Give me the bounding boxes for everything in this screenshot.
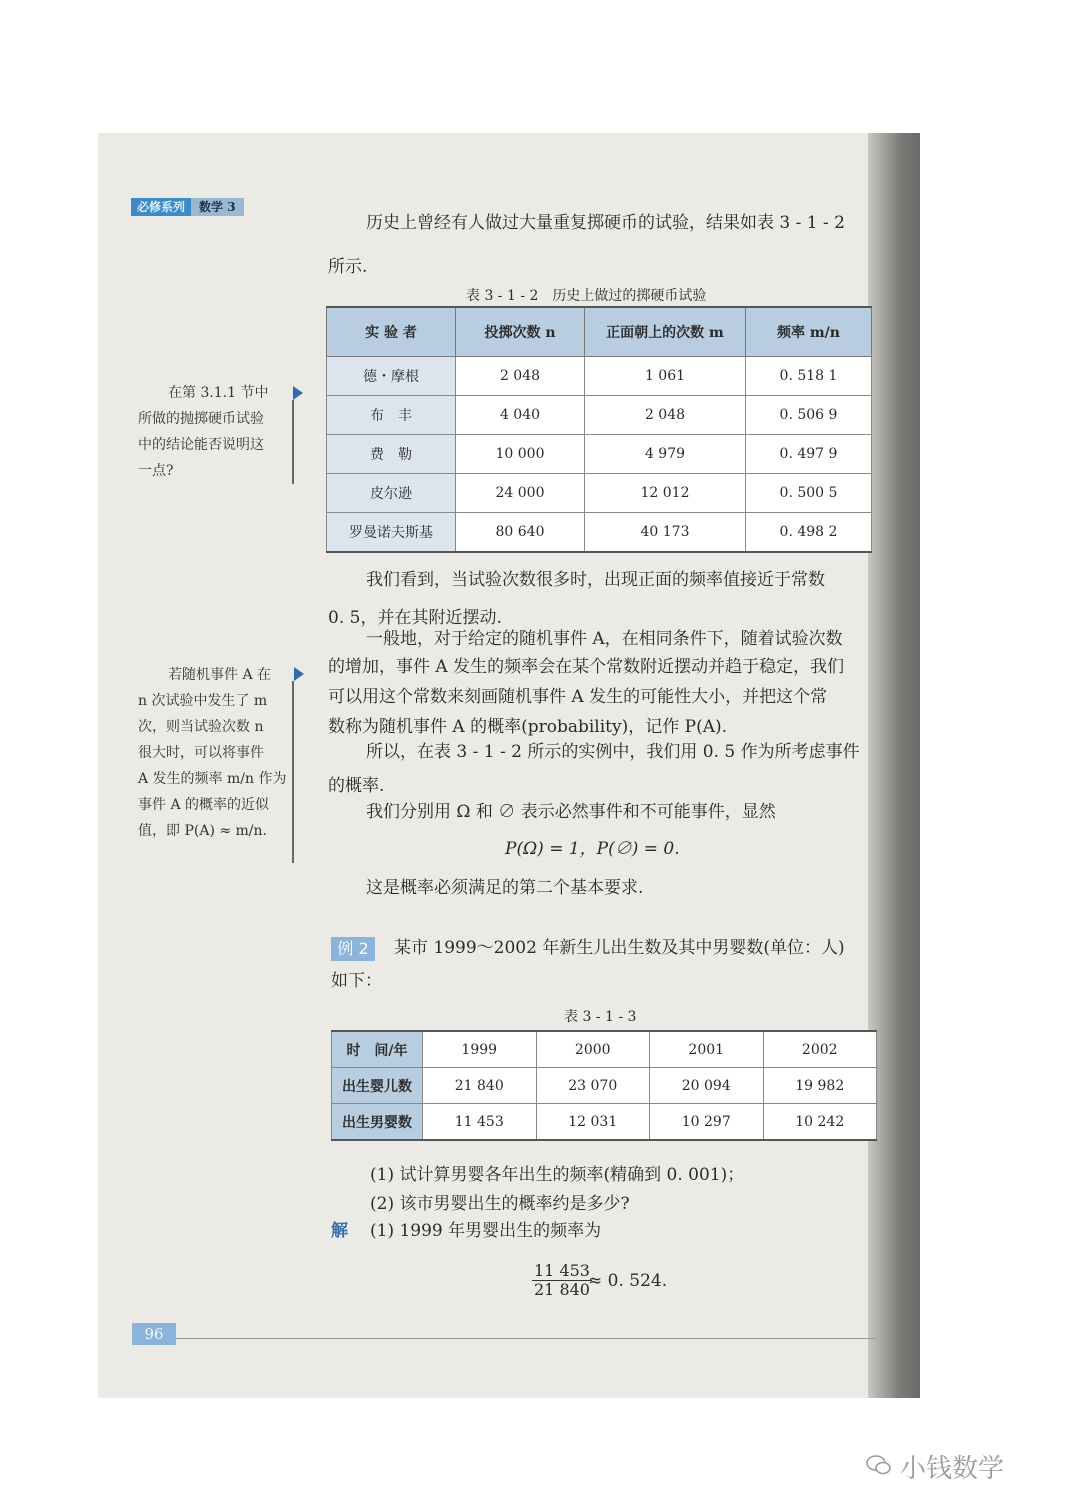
side-note-line: A 发生的频率 m/n 作为 bbox=[138, 771, 287, 787]
body-line: 的概率. bbox=[328, 776, 385, 796]
coin-toss-table bbox=[326, 306, 872, 553]
cell: 80 640 bbox=[456, 513, 585, 553]
example-label: 例 2 bbox=[331, 937, 375, 961]
cell: 4 979 bbox=[585, 435, 746, 474]
table-row bbox=[332, 1068, 877, 1104]
side-note-line: 若随机事件 A 在 bbox=[168, 667, 272, 683]
side-note-line: 所做的抛掷硬币试验 bbox=[138, 411, 264, 427]
cell: 40 173 bbox=[585, 513, 746, 553]
watermark-text: 小钱数学 bbox=[900, 1454, 1005, 1484]
solution-line: (1) 1999 年男婴出生的频率为 bbox=[370, 1221, 602, 1241]
cell: 0. 500 5 bbox=[746, 474, 872, 513]
book-spine-shadow bbox=[868, 133, 920, 1398]
table-row bbox=[332, 1104, 877, 1141]
cell: 0. 498 2 bbox=[746, 513, 872, 553]
fraction bbox=[532, 1262, 592, 1299]
cell: 10 242 bbox=[763, 1104, 877, 1141]
arrow-marker-icon bbox=[294, 667, 304, 681]
cell: 12 031 bbox=[536, 1104, 650, 1141]
cell: 布 丰 bbox=[327, 396, 456, 435]
series-tag bbox=[131, 198, 244, 216]
cell: 10 000 bbox=[456, 435, 585, 474]
side-note-bar bbox=[292, 681, 294, 863]
cell: 2000 bbox=[536, 1031, 650, 1068]
body-line: 我们分别用 Ω 和 ∅ 表示必然事件和不可能事件，显然 bbox=[366, 802, 776, 822]
side-note-line: 事件 A 的概率的近似 bbox=[138, 797, 270, 813]
example-line1: 某市 1999～2002 年新生儿出生数及其中男婴数(单位：人) bbox=[394, 938, 845, 958]
wechat-icon bbox=[866, 1454, 892, 1476]
table2-caption: 表 3 - 1 - 3 bbox=[564, 1009, 637, 1025]
fraction-denominator: 21 840 bbox=[534, 1280, 590, 1299]
body-line: 的增加，事件 A 发生的频率会在某个常数附近摆动并趋于稳定，我们 bbox=[328, 657, 845, 677]
cell: 12 012 bbox=[585, 474, 746, 513]
question-1: (1) 试计算男婴各年出生的频率(精确到 0. 001)； bbox=[370, 1165, 745, 1185]
cell: 0. 518 1 bbox=[746, 357, 872, 396]
cell: 4 040 bbox=[456, 396, 585, 435]
table-row bbox=[327, 396, 872, 435]
cell: 2001 bbox=[650, 1031, 764, 1068]
side-note-2 bbox=[138, 662, 286, 844]
book-title: 数学 3 bbox=[191, 198, 244, 216]
cell: 0. 497 9 bbox=[746, 435, 872, 474]
table-row bbox=[327, 513, 872, 553]
table1-caption: 表 3 - 1 - 2 历史上做过的掷硬币试验 bbox=[466, 288, 707, 304]
table-row bbox=[327, 357, 872, 396]
cell: 10 297 bbox=[650, 1104, 764, 1141]
solution-label: 解 bbox=[331, 1221, 348, 1241]
body-line: 所以，在表 3 - 1 - 2 所示的实例中，我们用 0. 5 作为所考虑事件 bbox=[366, 742, 860, 762]
cell: 德・摩根 bbox=[327, 357, 456, 396]
formula-line: P(Ω) = 1，P(∅) = 0. bbox=[505, 839, 680, 859]
side-note-line: 次，则当试验次数 n bbox=[138, 719, 264, 735]
cell: 2002 bbox=[763, 1031, 877, 1068]
arrow-marker-icon bbox=[293, 386, 303, 400]
table-row bbox=[327, 435, 872, 474]
cell: 0. 506 9 bbox=[746, 396, 872, 435]
birth-table bbox=[331, 1030, 877, 1141]
cell: 20 094 bbox=[650, 1068, 764, 1104]
row-header: 出生婴儿数 bbox=[332, 1068, 423, 1104]
cell: 2 048 bbox=[585, 396, 746, 435]
cell: 1 061 bbox=[585, 357, 746, 396]
body-line: 我们看到，当试验次数很多时，出现正面的频率值接近于常数 bbox=[366, 570, 825, 590]
side-note-line: n 次试验中发生了 m bbox=[138, 693, 268, 709]
footer-rule bbox=[176, 1338, 876, 1339]
row-header: 时 间/年 bbox=[332, 1031, 423, 1068]
series-label: 必修系列 bbox=[131, 198, 191, 216]
fraction-numerator: 11 453 bbox=[534, 1261, 590, 1280]
fraction-result: ≈ 0. 524. bbox=[588, 1271, 668, 1291]
side-note-line: 值，即 P(A) ≈ m/n. bbox=[138, 823, 267, 839]
cell: 2 048 bbox=[456, 357, 585, 396]
cell: 1999 bbox=[423, 1031, 537, 1068]
cell: 23 070 bbox=[536, 1068, 650, 1104]
body-line: 这是概率必须满足的第二个基本要求. bbox=[366, 878, 644, 898]
header-experimenter: 实 验 者 bbox=[327, 307, 456, 357]
cell: 19 982 bbox=[763, 1068, 877, 1104]
side-note-line: 很大时，可以将事件 bbox=[138, 745, 264, 761]
row-header: 出生男婴数 bbox=[332, 1104, 423, 1141]
intro-line1: 历史上曾经有人做过大量重复掷硬币的试验，结果如表 3 - 1 - 2 bbox=[366, 213, 845, 233]
header-frequency: 频率 m/n bbox=[746, 307, 872, 357]
cell: 罗曼诺夫斯基 bbox=[327, 513, 456, 553]
table-row bbox=[327, 474, 872, 513]
example-line2: 如下： bbox=[331, 971, 382, 991]
side-note-line: 在第 3.1.1 节中 bbox=[168, 385, 269, 401]
side-note-bar bbox=[292, 400, 294, 484]
side-note-line: 一点? bbox=[138, 463, 174, 479]
table-header-row bbox=[327, 307, 872, 357]
page-number: 96 bbox=[132, 1323, 176, 1345]
cell: 费 勒 bbox=[327, 435, 456, 474]
intro-line2: 所示. bbox=[328, 257, 368, 277]
side-note-line: 中的结论能否说明这 bbox=[138, 437, 264, 453]
question-2: (2) 该市男婴出生的概率约是多少? bbox=[370, 1194, 630, 1214]
cell: 21 840 bbox=[423, 1068, 537, 1104]
cell: 24 000 bbox=[456, 474, 585, 513]
header-heads: 正面朝上的次数 m bbox=[585, 307, 746, 357]
cell: 11 453 bbox=[423, 1104, 537, 1141]
cell: 皮尔逊 bbox=[327, 474, 456, 513]
side-note-1 bbox=[138, 380, 269, 484]
body-line: 数称为随机事件 A 的概率(probability)，记作 P(A). bbox=[328, 717, 728, 737]
body-line: 一般地，对于给定的随机事件 A，在相同条件下，随着试验次数 bbox=[366, 629, 843, 649]
table-row bbox=[332, 1031, 877, 1068]
body-line: 0. 5，并在其附近摆动. bbox=[328, 608, 502, 628]
header-tosses: 投掷次数 n bbox=[456, 307, 585, 357]
body-line: 可以用这个常数来刻画随机事件 A 发生的可能性大小，并把这个常 bbox=[328, 687, 828, 707]
